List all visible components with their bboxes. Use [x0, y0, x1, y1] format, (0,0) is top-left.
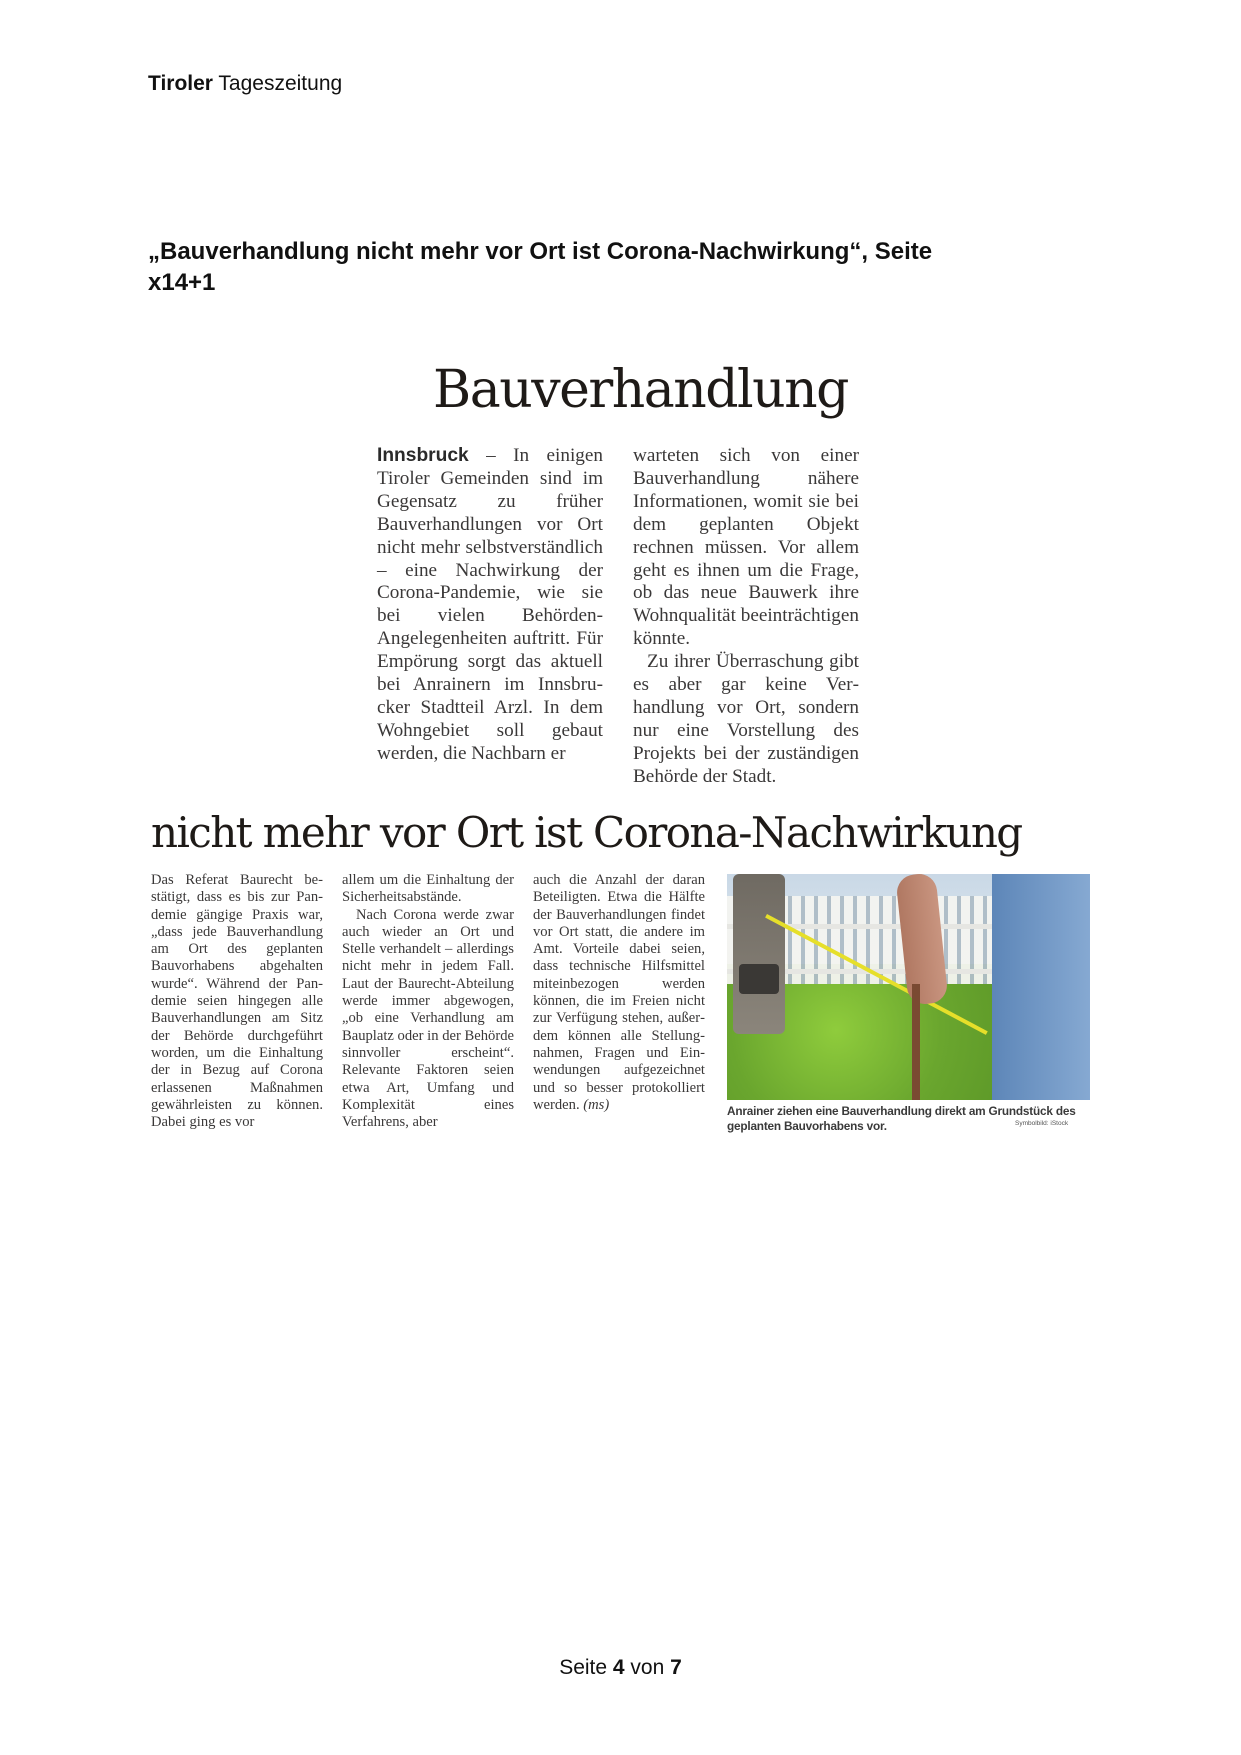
body-column-3-text: auch die Anzahl der daran Beteiligten. Etwa die Hälfte der Bauverhandlungen findet vor Ort statt, die andere im Amt. Vorteile dabei seien, dass technische Hilfsmittel miteinbezogen werden können, die im Freien nicht zur Verfügung stehen, außerdem können alle Stellungnahmen, Fragen und Einwendungen aufgezeichnet und so besser protokolliert werden.: [533, 872, 705, 1113]
author-signature: (ms): [583, 1096, 610, 1113]
body-column-1: Das Referat Baurecht bestätigt, dass es bis zur Pandemie gängige Praxis war, „dass jede Bauverhandlung am Ort des geplanten Bauvorhabens abgehalten wurde“. Während der Pandemie seien hingegen alle Bauverhandlungen am Sitz der Behörde durchgeführt worden, um die Einhaltung der in Bezug auf Corona erlassenen Maßnahmen gewährleisten zu können. Dabei ging es vor: [151, 872, 323, 1131]
publication-name-rest: Tageszeitung: [212, 72, 343, 95]
photo-jeans: [992, 874, 1090, 1100]
lead-column-2-paragraph-1: warteten sich von einer Bauverhandlung nähere Informationen, womit sie bei dem geplanten Objekt rechnen müssen. Vor allem geht es ihnen um die Frage, ob das neue Bauwerk ihre Wohnqualität beeinträchtigen könnte.: [633, 445, 859, 650]
dateline: Innsbruck: [377, 445, 469, 466]
total-page-count: 7: [670, 1656, 682, 1679]
photo-knee-pad: [739, 964, 779, 994]
lead-column-2-paragraph-2: Zu ihrer Überraschung gibt es aber gar keine Verhandlung vor Ort, sondern nur eine Vorstellung des Projekts bei der zuständigen Behörde der Stadt.: [633, 651, 859, 787]
body-column-2: [342, 872, 514, 1131]
body-column-2-paragraph-1: allem um die Einhaltung der Sicherheitsabstände.: [342, 872, 514, 906]
headline-part2: nicht mehr vor Ort ist Corona-Nachwirkung: [151, 808, 1022, 857]
body-column-2-paragraph-2: Nach Corona werde zwar auch wieder an Ort und Stelle verhandelt – allerdings nicht mehr in jedem Fall. Laut der Baurecht-Abteilung werde immer abgewogen, „ob eine Verhandlung am Bauplatz oder in der Behörde sinnvoller erscheint“. Relevante Faktoren seien etwa Art, Umfang und Komplexität eines Verfahrens, aber: [342, 906, 514, 1131]
page-footer: [0, 1656, 1241, 1680]
photo-credit: Symbolbild: iStock: [1015, 1120, 1069, 1127]
photo-worker: [733, 874, 785, 1034]
lead-column-1-text: – In einigen Tiroler Gemeinden sind im Gegensatz zu früher Bauverhandlungen vor Ort nicht mehr selbstverständlich – eine Nachwirkung der Corona-Pandemie, wie sie bei vielen Behörden-Angelegenheiten auftritt. Für Empörung sorgt das aktuell bei Anrainern im Innsbrucker Stadtteil Arzl. In dem Wohngebiet soll gebaut werden, die Nachbarn er: [377, 445, 603, 764]
lead-column-1: [377, 445, 603, 766]
footer-prefix: Seite: [559, 1656, 613, 1679]
publication-name-bold: Tiroler: [148, 72, 213, 95]
photo-caption: Anrainer ziehen eine Bauverhandlung direkt am Grundstück des geplanten Bauvorhabens vor.: [727, 1104, 1076, 1133]
footer-middle: von: [624, 1656, 671, 1679]
document-title-line2: x14+1: [148, 269, 216, 296]
headline-part1: Bauverhandlung: [433, 360, 848, 420]
publication-name: [148, 72, 342, 96]
body-column-3: [533, 872, 705, 1114]
article-photo: [727, 874, 1090, 1100]
current-page-number: 4: [612, 1656, 625, 1679]
photo-stake: [912, 984, 920, 1100]
newspaper-clipping: [145, 360, 1095, 1140]
lead-column-2: [633, 445, 859, 789]
document-title: [148, 236, 1048, 298]
document-title-line1: „Bauverhandlung nicht mehr vor Ort ist Corona-Nachwirkung“, Seite: [148, 238, 933, 265]
